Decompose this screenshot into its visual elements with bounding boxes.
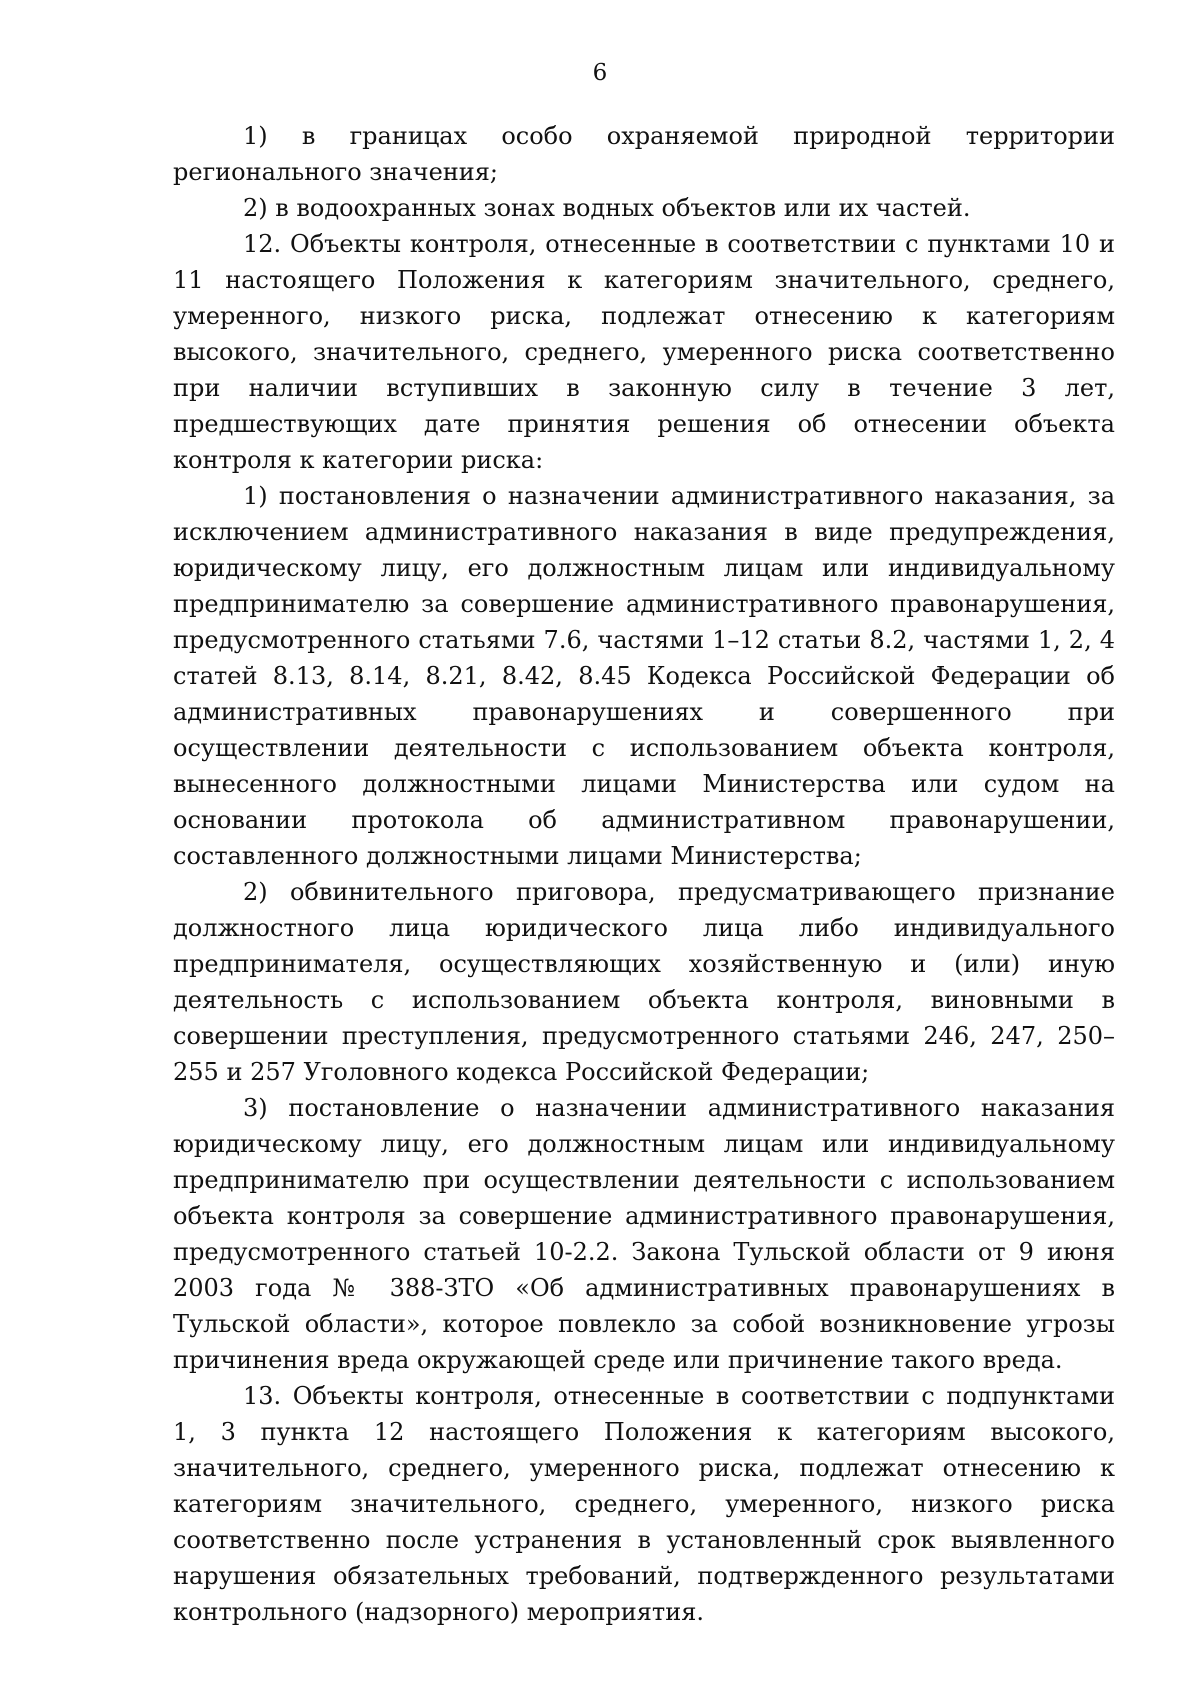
paragraph-item-2: 2) в водоохранных зонах водных объектов или их частей. <box>243 194 971 222</box>
paragraph-subpoint-1: 1) постановления о назначении административного наказания, за исключением административного наказания в виде предупреждения, юридическому лицу, его должностным лицам или индивидуальному предпринимателю за совершение административного правонарушения, предусмотренного статьями 7.6, частями 1–12 статьи 8.2, частями 1, 2, 4 статей 8.13, 8.14, 8.21, 8.42, 8.45 Кодекса Российской Федерации об административных правонарушениях и совершенного при осуществлении деятельности с использованием объекта контроля, вынесенного должностными лицами Министерства или судом на основании протокола об административном правонарушении, составленного должностными лицами Министерства; <box>173 482 1115 870</box>
paragraph-subpoint-2: 2) обвинительного приговора, предусматривающего признание должностного лица юридического лица либо индивидуального предпринимателя, осуществляющих хозяйственную и (или) иную деятельность с использованием объекта контроля, виновными в совершении преступления, предусмотренного статьями 246, 247, 250–255 и 257 Уголовного кодекса Российской Федерации; <box>173 878 1115 1086</box>
paragraph-point-12: 12. Объекты контроля, отнесенные в соответствии с пунктами 10 и 11 настоящего Положения к категориям значительного, среднего, умеренного, низкого риска, подлежат отнесению к категориям высокого, значительного, среднего, умеренного риска соответственно при наличии вступивших в законную силу в течение 3 лет, предшествующих дате принятия решения об отнесении объекта контроля к категории риска: <box>173 230 1115 474</box>
paragraph-point-13: 13. Объекты контроля, отнесенные в соответствии с подпунктами 1, 3 пункта 12 настоящего Положения к категориям высокого, значительного, среднего, умеренного риска, подлежат отнесению к категориям значительного, среднего, умеренного, низкого риска соответственно после устранения в установленный срок выявленного нарушения обязательных требований, подтвержденного результатами контрольного (надзорного) мероприятия. <box>173 1382 1115 1626</box>
paragraph-item-1: 1) в границах особо охраняемой природной территории регионального значения; <box>173 122 1115 186</box>
document-body <box>173 118 1115 1630</box>
page-number: 6 <box>592 60 608 86</box>
paragraph-subpoint-3: 3) постановление о назначении административного наказания юридическому лицу, его должностным лицам или индивидуальному предпринимателю при осуществлении деятельности с использованием объекта контроля за совершение административного правонарушения, предусмотренного статьей 10-2.2. Закона Тульской области от 9 июня 2003 года № 388-ЗТО «Об административных правонарушениях в Тульской области», которое повлекло за собой возникновение угрозы причинения вреда окружающей среде или причинение такого вреда. <box>173 1094 1115 1374</box>
